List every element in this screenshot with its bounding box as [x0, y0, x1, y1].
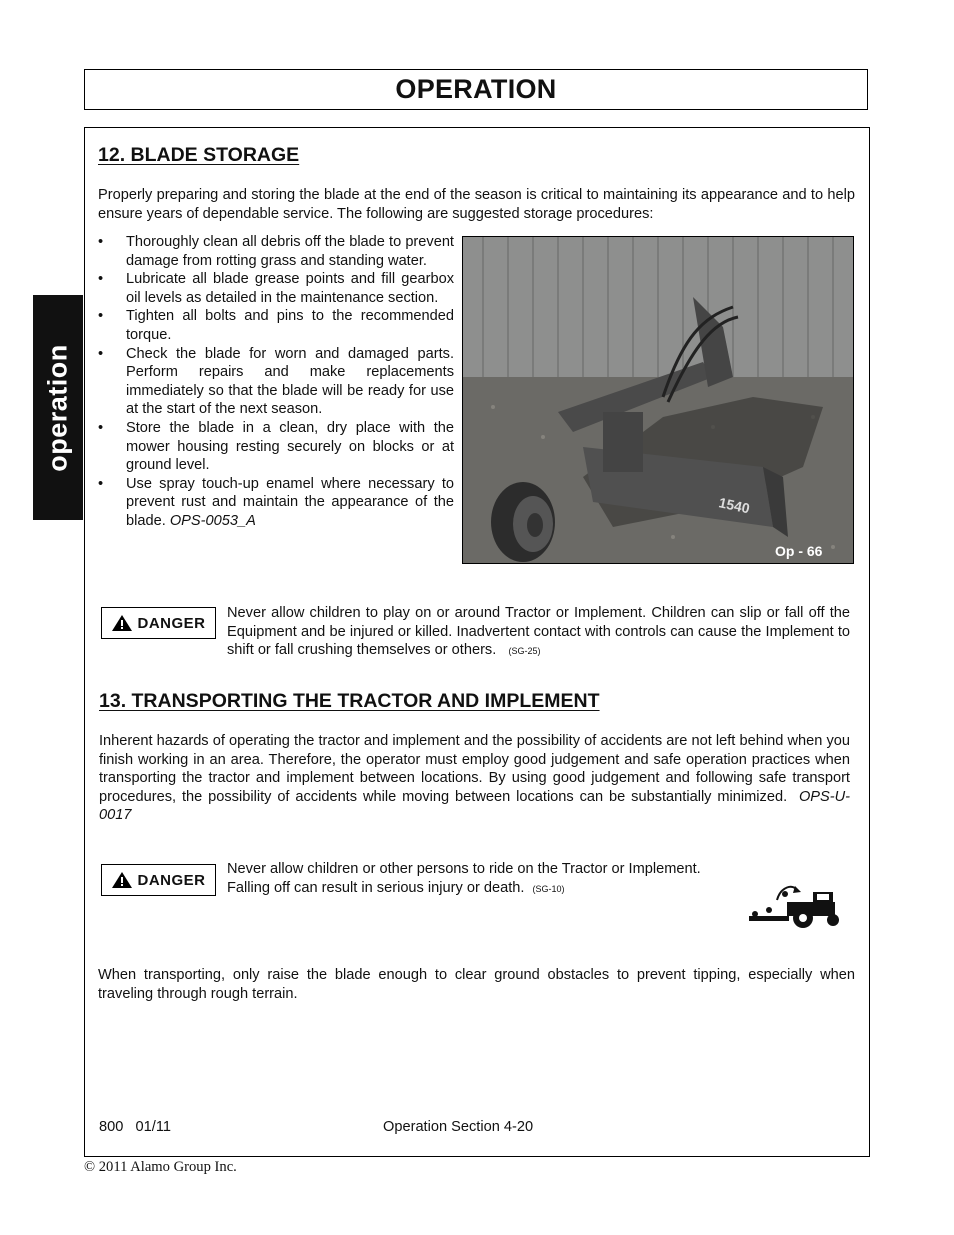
list-item: • Check the blade for worn and damaged parts. Perform repairs and make replacements immediately so that the blade will be ready for use at the start of the next season.	[98, 345, 454, 418]
svg-text:1540: 1540	[717, 494, 752, 517]
footer-model: 800	[99, 1119, 124, 1135]
footer-date: 01/11	[135, 1119, 171, 1135]
procedure-code: OPS-0053_A	[169, 512, 256, 529]
section-13-heading: 13. TRANSPORTING THE TRACTOR AND IMPLEMENT	[99, 690, 600, 712]
figure-label: Op - 66	[775, 543, 823, 559]
page-title: OPERATION	[395, 74, 557, 104]
list-item: • Use spray touch-up enamel where necessary to prevent rust and maintain the appearance of the blade. OPS-0053_A	[98, 475, 454, 529]
warning-triangle-icon	[111, 871, 133, 889]
safety-code: (SG-25)	[508, 646, 541, 657]
side-tab-label: operation	[42, 343, 73, 472]
safety-code: (SG-10)	[532, 883, 565, 894]
rider-falling-hazard-icon	[747, 880, 845, 930]
list-item: • Thoroughly clean all debris off the blade to prevent damage from rotting grass and standing water.	[98, 234, 454, 269]
danger-text-children-play: Never allow children to play on or around Tractor or Implement. Children can slip or fall off the Equipment and be injured or killed. Inadvertent contact with controls can cause the Implement to shift or fall crushing themselves or others. (SG-25)	[227, 605, 850, 659]
list-item: • Lubricate all blade grease points and fill gearbox oil levels as detailed in the maintenance section.	[98, 271, 454, 306]
danger-label: DANGER	[137, 871, 206, 889]
transport-note: When transporting, only raise the blade enough to clear ground obstacles to prevent tipping, especially when traveling through rough terrain.	[98, 967, 855, 1002]
copyright: © 2011 Alamo Group Inc.	[84, 1159, 237, 1175]
blade-photo	[462, 236, 854, 564]
danger-badge	[101, 864, 216, 896]
section-12-heading: 12. BLADE STORAGE	[98, 144, 300, 166]
storage-procedure-list	[98, 233, 454, 531]
list-item: • Store the blade in a clean, dry place with the mower housing resting securely on blocks or at ground level.	[98, 419, 454, 474]
procedure-code: OPS-U- 0017	[99, 788, 851, 824]
section-12-intro: Properly preparing and storing the blade at the end of the season is critical to maintaining its appearance and to help ensure years of dependable service. The following are suggested storage procedures:	[98, 187, 855, 222]
danger-text-riders: Never allow children or other persons to ride on the Tractor or Implement. Falling off can result in serious injury or death. (SG-10)	[227, 861, 701, 896]
section-13-text: Inherent hazards of operating the tractor and implement and the possibility of accidents are not left behind when you finish working in an area. Therefore, the operator must employ good judgement and safe operation practices when transporting the tractor and implement between locations. By using good judgement and following safe transport procedures, the possibility of accidents while moving between locations can be substantially minimized. OPS-U- 0017	[99, 733, 851, 824]
danger-badge	[101, 607, 216, 639]
danger-label: DANGER	[137, 614, 206, 632]
footer-model-date	[99, 1119, 171, 1135]
blade-illustration	[463, 237, 854, 564]
warning-triangle-icon	[111, 614, 133, 632]
list-item: • Tighten all bolts and pins to the recommended torque.	[98, 308, 454, 343]
footer-section: Operation Section 4-20	[383, 1119, 534, 1135]
